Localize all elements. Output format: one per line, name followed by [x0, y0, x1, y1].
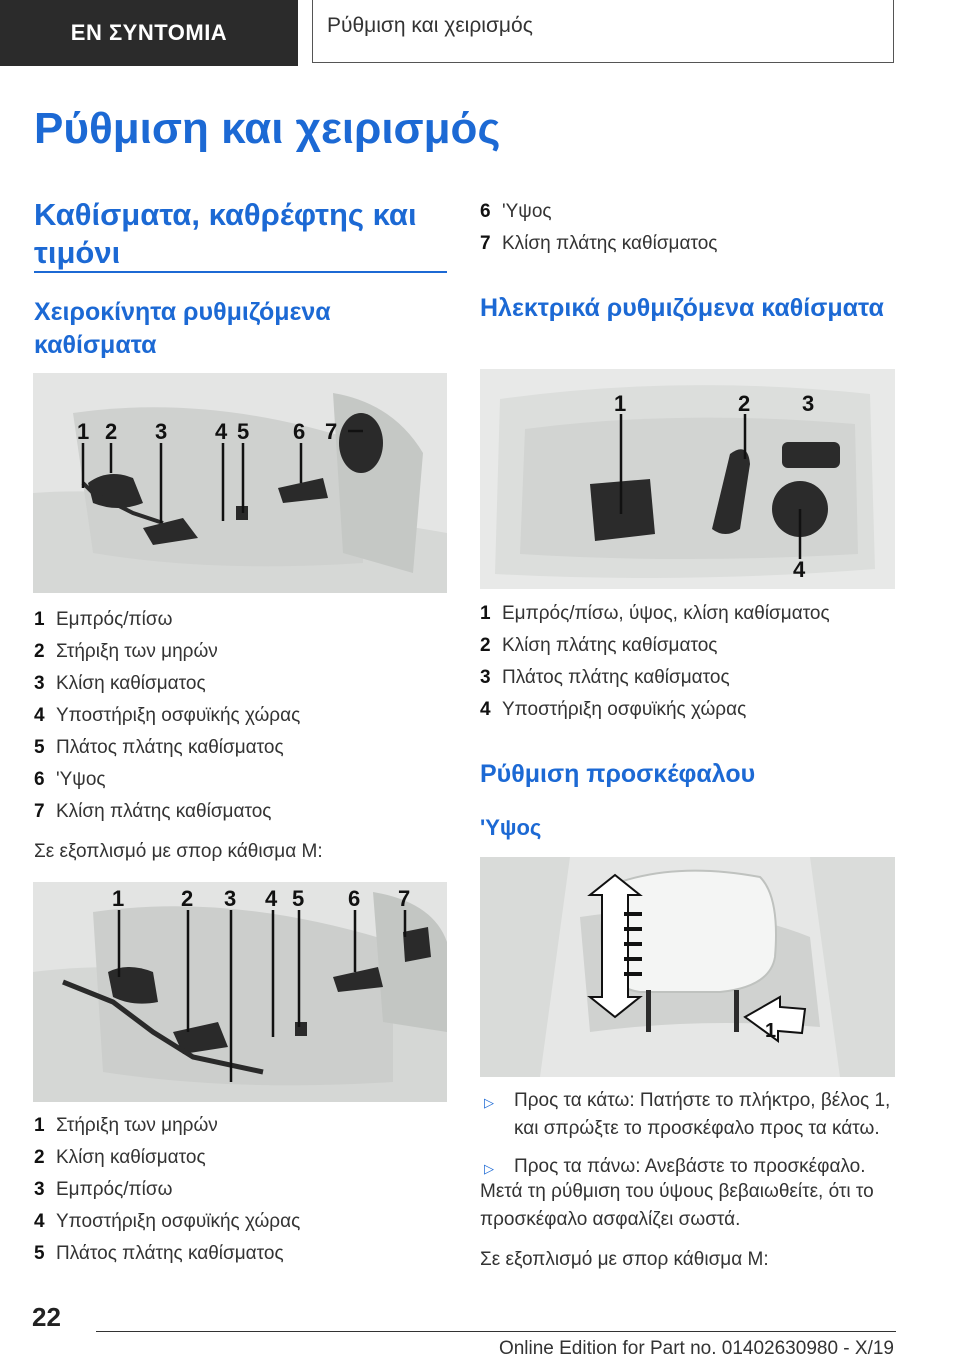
list-item: 4 Υποστήριξη οσφυϊκής χώρας [34, 705, 301, 726]
figure-label: 5 [292, 886, 305, 911]
sport-seat-list [34, 1110, 446, 1270]
headrest-sport-note: Σε εξοπλισμό με σπορ κάθισμα Μ: [480, 1249, 769, 1270]
figure-label: 4 [265, 886, 278, 911]
list-item: 1 Εμπρός/πίσω, ύψος, κλίση καθίσματος [480, 603, 830, 624]
figure-label: 6 [293, 419, 306, 444]
chapter-tab[interactable]: ΕΝ ΣΥΝΤΟΜΙΑ [0, 0, 298, 66]
edition-footer: Online Edition for Part no. 01402630980 - X/19 [498, 1338, 894, 1359]
headrest-subheading: 'Υψος [480, 815, 542, 840]
list-item: 3 Εμπρός/πίσω [34, 1179, 173, 1200]
section-heading: Καθίσματα, καθρέφτης και τιμόνι [34, 197, 417, 270]
triangle-bullet-icon: ▷ [484, 1095, 494, 1110]
figure-label: 3 [224, 886, 237, 911]
headrest-note: Μετά τη ρύθμιση του ύψους βεβαιωθείτε, ότι το προσκέφαλο ασφαλίζει σωστά. [480, 1181, 874, 1230]
list-item: 1 Εμπρός/πίσω [34, 609, 173, 630]
header-bar [0, 0, 960, 66]
manual-seat-list [34, 604, 446, 828]
list-item: 4 Υποστήριξη οσφυϊκής χώρας [34, 1211, 301, 1232]
list-item: 2 Κλίση πλάτης καθίσματος [480, 635, 718, 656]
figure-label: 1 [112, 886, 125, 911]
manual-seats-heading: Χειροκίνητα ρυθμιζόμενα καθίσματα [34, 298, 331, 359]
sport-seat-list-cont [480, 196, 895, 260]
figure-label: 1 [614, 391, 627, 416]
footer-rule [96, 1331, 896, 1332]
figure-label: 7 [398, 886, 411, 911]
sport-seat-note: Σε εξοπλισμό με σπορ κάθισμα Μ: [34, 841, 323, 862]
headrest-heading: Ρύθμιση προσκέφαλου [480, 760, 756, 788]
list-item: ▷ Προς τα πάνω: Ανεβάστε το προσκέφαλο. [480, 1153, 895, 1183]
list-item: 2 Στήριξη των μηρών [34, 641, 218, 662]
list-item: 7 Κλίση πλάτης καθίσματος [480, 233, 718, 254]
figure-label: 4 [215, 419, 228, 444]
page-number: 22 [32, 1302, 61, 1332]
list-item: 5 Πλάτος πλάτης καθίσματος [34, 737, 284, 758]
list-item: 4 Υποστήριξη οσφυϊκής χώρας [480, 699, 747, 720]
list-item: 3 Πλάτος πλάτης καθίσματος [480, 667, 730, 688]
figure-label: 1 [765, 1020, 777, 1042]
figure-label: 7 [325, 419, 338, 444]
electric-seat-list [480, 598, 895, 726]
figure-label: 2 [181, 886, 194, 911]
list-item: 1 Στήριξη των μηρών [34, 1115, 218, 1136]
list-item: 5 Πλάτος πλάτης καθίσματος [34, 1243, 284, 1264]
figure-label: 6 [348, 886, 361, 911]
electric-seat-figure [480, 369, 895, 589]
figure-label: 2 [105, 419, 118, 444]
list-item: 2 Κλίση καθίσματος [34, 1147, 206, 1168]
figure-label: 5 [237, 419, 250, 444]
sport-seat-figure [33, 882, 447, 1102]
section-rule [34, 271, 447, 273]
page-title: Ρύθμιση και χειρισμός [34, 104, 501, 153]
figure-label: 3 [802, 391, 815, 416]
figure-label: 4 [793, 557, 806, 582]
headrest-figure [480, 857, 895, 1077]
manual-seat-figure [33, 373, 447, 593]
list-item: 6 'Υψος [480, 201, 552, 222]
triangle-bullet-icon: ▷ [484, 1161, 494, 1176]
electric-seats-heading: Ηλεκτρικά ρυθμιζόμενα καθίσματα [480, 294, 884, 322]
list-item: 3 Κλίση καθίσματος [34, 673, 206, 694]
figure-label: 3 [155, 419, 168, 444]
list-item: 7 Κλίση πλάτης καθίσματος [34, 801, 272, 822]
list-item: ▷ Προς τα κάτω: Πατήστε το πλήκτρο, βέλος 1, και σπρώξτε το προσκέφαλο προς τα κάτω. [480, 1087, 895, 1143]
list-item: 6 'Υψος [34, 769, 106, 790]
figure-label: 1 [77, 419, 90, 444]
section-tab[interactable]: Ρύθμιση και χειρισμός [312, 0, 894, 63]
figure-label: 2 [738, 391, 751, 416]
